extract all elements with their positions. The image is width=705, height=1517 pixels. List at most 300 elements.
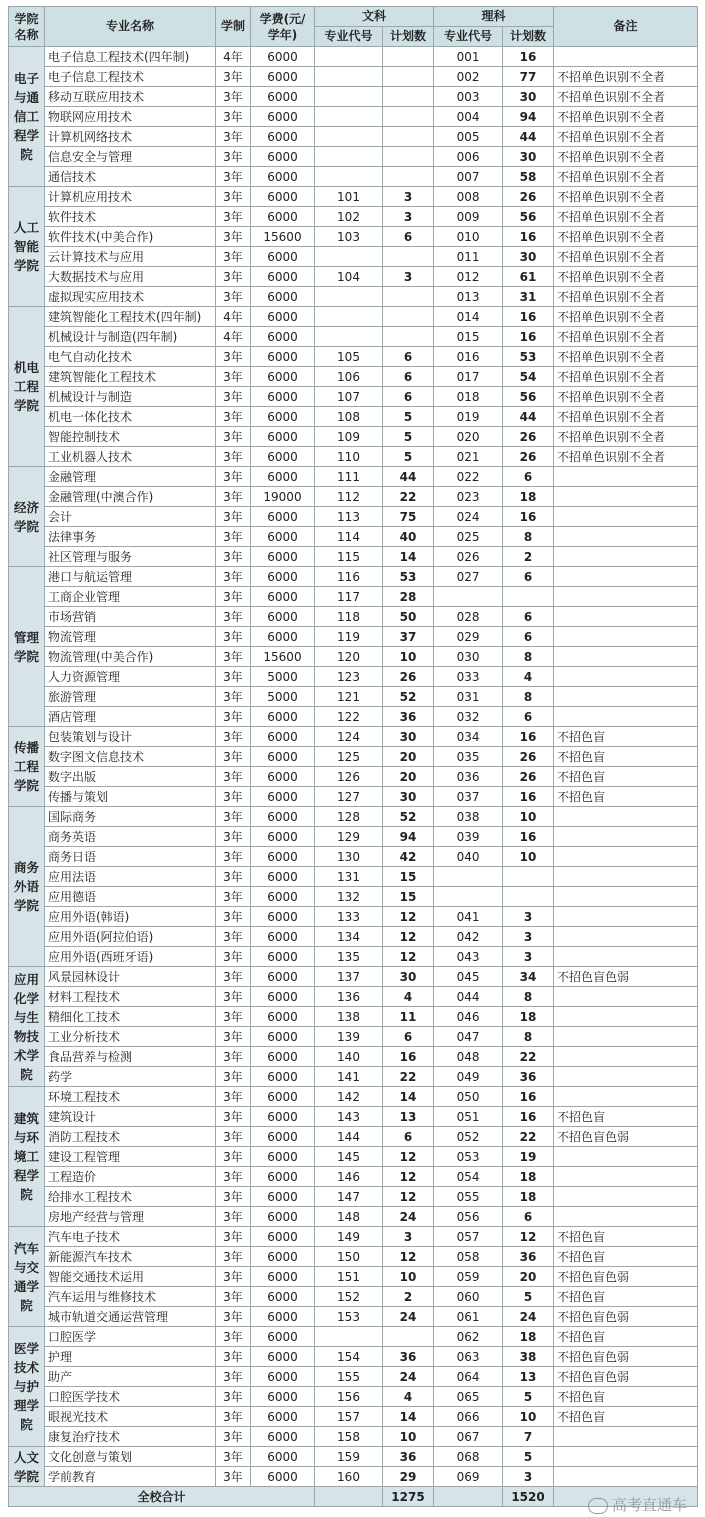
table-row	[9, 727, 698, 747]
major-cell: 护理	[45, 1347, 216, 1367]
table-row	[9, 1207, 698, 1227]
years-cell: 3年	[216, 67, 251, 87]
table-row	[9, 1107, 698, 1127]
science-code-cell: 037	[434, 787, 503, 807]
years-cell: 3年	[216, 907, 251, 927]
science-plan-cell: 34	[503, 967, 554, 987]
arts-plan-cell: 14	[383, 1087, 434, 1107]
arts-plan-cell: 94	[383, 827, 434, 847]
science-plan-cell: 16	[503, 227, 554, 247]
arts-code-cell	[315, 247, 383, 267]
science-code-cell: 002	[434, 67, 503, 87]
science-plan-cell: 16	[503, 327, 554, 347]
major-cell: 通信技术	[45, 167, 216, 187]
fee-cell: 6000	[251, 1047, 315, 1067]
table-row	[9, 587, 698, 607]
remarks-cell	[554, 467, 698, 487]
fee-cell: 6000	[251, 107, 315, 127]
science-plan-cell: 4	[503, 667, 554, 687]
science-code-cell: 013	[434, 287, 503, 307]
years-cell: 3年	[216, 987, 251, 1007]
arts-code-cell: 123	[315, 667, 383, 687]
science-plan-cell: 24	[503, 1307, 554, 1327]
fee-cell: 6000	[251, 367, 315, 387]
remarks-cell	[554, 647, 698, 667]
fee-cell: 6000	[251, 447, 315, 467]
science-code-cell: 008	[434, 187, 503, 207]
table-row	[9, 47, 698, 67]
remarks-cell: 不招色盲色弱	[554, 1347, 698, 1367]
science-plan-cell: 44	[503, 127, 554, 147]
arts-plan-cell: 26	[383, 667, 434, 687]
wechat-icon	[588, 1498, 608, 1514]
arts-code-cell: 121	[315, 687, 383, 707]
science-plan-cell: 18	[503, 1007, 554, 1027]
science-code-cell: 061	[434, 1307, 503, 1327]
arts-code-cell: 131	[315, 867, 383, 887]
science-plan-cell: 3	[503, 927, 554, 947]
major-cell: 软件技术(中美合作)	[45, 227, 216, 247]
arts-code-cell: 114	[315, 527, 383, 547]
arts-code-cell: 144	[315, 1127, 383, 1147]
college-name: 建筑与环境工程学院	[9, 1087, 45, 1227]
remarks-cell: 不招单色识别不全者	[554, 367, 698, 387]
major-cell: 市场营销	[45, 607, 216, 627]
arts-code-cell: 106	[315, 367, 383, 387]
table-row	[9, 667, 698, 687]
remarks-cell	[554, 927, 698, 947]
years-cell: 3年	[216, 807, 251, 827]
fee-cell: 6000	[251, 427, 315, 447]
years-cell: 3年	[216, 1167, 251, 1187]
fee-cell: 6000	[251, 1267, 315, 1287]
table-row	[9, 747, 698, 767]
major-cell: 汽车运用与维修技术	[45, 1287, 216, 1307]
science-code-cell: 055	[434, 1187, 503, 1207]
arts-plan-cell: 22	[383, 1067, 434, 1087]
table-row	[9, 467, 698, 487]
header-arts-plan: 计划数	[383, 27, 434, 47]
science-code-cell: 030	[434, 647, 503, 667]
major-cell: 建筑设计	[45, 1107, 216, 1127]
major-cell: 物流管理(中美合作)	[45, 647, 216, 667]
science-code-cell	[434, 887, 503, 907]
science-plan-cell: 58	[503, 167, 554, 187]
science-code-cell: 045	[434, 967, 503, 987]
arts-code-cell: 134	[315, 927, 383, 947]
science-code-cell: 054	[434, 1167, 503, 1187]
science-plan-cell: 6	[503, 707, 554, 727]
table-row	[9, 787, 698, 807]
years-cell: 3年	[216, 587, 251, 607]
years-cell: 3年	[216, 147, 251, 167]
fee-cell: 6000	[251, 1107, 315, 1127]
arts-code-cell: 150	[315, 1247, 383, 1267]
major-cell: 汽车电子技术	[45, 1227, 216, 1247]
science-plan-cell: 10	[503, 807, 554, 827]
fee-cell: 6000	[251, 1447, 315, 1467]
science-plan-cell: 12	[503, 1227, 554, 1247]
science-code-cell: 066	[434, 1407, 503, 1427]
arts-plan-cell: 36	[383, 1347, 434, 1367]
arts-plan-cell: 14	[383, 1407, 434, 1427]
science-plan-cell: 26	[503, 747, 554, 767]
years-cell: 3年	[216, 367, 251, 387]
remarks-cell: 不招色盲色弱	[554, 1127, 698, 1147]
fee-cell: 6000	[251, 467, 315, 487]
table-row	[9, 367, 698, 387]
arts-plan-cell: 52	[383, 687, 434, 707]
table-row	[9, 527, 698, 547]
arts-plan-cell: 36	[383, 707, 434, 727]
remarks-cell	[554, 607, 698, 627]
major-cell: 大数据技术与应用	[45, 267, 216, 287]
arts-code-cell: 135	[315, 947, 383, 967]
years-cell: 3年	[216, 1187, 251, 1207]
major-cell: 文化创意与策划	[45, 1447, 216, 1467]
major-cell: 电子信息工程技术	[45, 67, 216, 87]
arts-plan-cell: 12	[383, 907, 434, 927]
table-row	[9, 1087, 698, 1107]
science-plan-cell: 30	[503, 247, 554, 267]
major-cell: 商务英语	[45, 827, 216, 847]
science-code-cell: 050	[434, 1087, 503, 1107]
arts-plan-cell: 6	[383, 367, 434, 387]
science-plan-cell: 6	[503, 1207, 554, 1227]
science-plan-cell: 38	[503, 1347, 554, 1367]
arts-plan-cell	[383, 307, 434, 327]
arts-plan-cell: 6	[383, 387, 434, 407]
arts-code-cell: 159	[315, 1447, 383, 1467]
science-code-cell: 032	[434, 707, 503, 727]
science-code-cell: 059	[434, 1267, 503, 1287]
table-row	[9, 1027, 698, 1047]
arts-code-cell	[315, 107, 383, 127]
major-cell: 建筑智能化工程技术	[45, 367, 216, 387]
arts-plan-cell: 10	[383, 1267, 434, 1287]
science-code-cell: 043	[434, 947, 503, 967]
major-cell: 电子信息工程技术(四年制)	[45, 47, 216, 67]
science-plan-cell: 22	[503, 1127, 554, 1147]
watermark-text: 高考直通车	[611, 1496, 687, 1514]
arts-code-cell: 118	[315, 607, 383, 627]
table-row	[9, 67, 698, 87]
table-row	[9, 147, 698, 167]
years-cell: 3年	[216, 627, 251, 647]
remarks-cell: 不招色盲	[554, 1107, 698, 1127]
major-cell: 房地产经营与管理	[45, 1207, 216, 1227]
science-plan-cell: 8	[503, 647, 554, 667]
years-cell: 3年	[216, 647, 251, 667]
science-code-cell: 040	[434, 847, 503, 867]
college-name: 人文学院	[9, 1447, 45, 1487]
table-row	[9, 867, 698, 887]
science-code-cell: 042	[434, 927, 503, 947]
arts-code-cell: 127	[315, 787, 383, 807]
major-cell: 材料工程技术	[45, 987, 216, 1007]
college-name: 汽车与交通学院	[9, 1227, 45, 1327]
arts-code-cell: 149	[315, 1227, 383, 1247]
arts-code-cell: 122	[315, 707, 383, 727]
science-plan-cell: 18	[503, 1327, 554, 1347]
years-cell: 3年	[216, 507, 251, 527]
fee-cell: 6000	[251, 407, 315, 427]
major-cell: 云计算技术与应用	[45, 247, 216, 267]
remarks-cell: 不招色盲	[554, 787, 698, 807]
science-code-cell	[434, 587, 503, 607]
years-cell: 3年	[216, 347, 251, 367]
fee-cell: 15600	[251, 647, 315, 667]
arts-code-cell: 136	[315, 987, 383, 1007]
fee-cell: 6000	[251, 1427, 315, 1447]
header-major: 专业名称	[45, 7, 216, 47]
science-plan-cell: 53	[503, 347, 554, 367]
major-cell: 药学	[45, 1067, 216, 1087]
table-row	[9, 1187, 698, 1207]
arts-plan-cell	[383, 1327, 434, 1347]
fee-cell: 6000	[251, 187, 315, 207]
major-cell: 人力资源管理	[45, 667, 216, 687]
remarks-cell: 不招单色识别不全者	[554, 147, 698, 167]
arts-code-cell: 113	[315, 507, 383, 527]
science-plan-cell: 6	[503, 567, 554, 587]
science-plan-cell: 18	[503, 1167, 554, 1187]
major-cell: 工业机器人技术	[45, 447, 216, 467]
arts-code-cell: 133	[315, 907, 383, 927]
header-college: 学院名称	[9, 7, 45, 47]
arts-code-cell: 139	[315, 1027, 383, 1047]
years-cell: 3年	[216, 847, 251, 867]
remarks-cell: 不招色盲	[554, 1227, 698, 1247]
fee-cell: 6000	[251, 987, 315, 1007]
remarks-cell: 不招单色识别不全者	[554, 387, 698, 407]
remarks-cell	[554, 1427, 698, 1447]
fee-cell: 6000	[251, 1187, 315, 1207]
years-cell: 3年	[216, 1027, 251, 1047]
fee-cell: 6000	[251, 1227, 315, 1247]
table-row	[9, 307, 698, 327]
years-cell: 3年	[216, 1227, 251, 1247]
table-row	[9, 1407, 698, 1427]
total-arts-code	[315, 1487, 383, 1507]
major-cell: 商务日语	[45, 847, 216, 867]
arts-plan-cell	[383, 247, 434, 267]
arts-plan-cell	[383, 287, 434, 307]
arts-code-cell: 141	[315, 1067, 383, 1087]
arts-plan-cell: 15	[383, 887, 434, 907]
science-code-cell: 035	[434, 747, 503, 767]
fee-cell: 6000	[251, 907, 315, 927]
arts-code-cell: 101	[315, 187, 383, 207]
science-plan-cell: 8	[503, 987, 554, 1007]
major-cell: 数字图文信息技术	[45, 747, 216, 767]
science-plan-cell: 54	[503, 367, 554, 387]
years-cell: 3年	[216, 407, 251, 427]
header-science-plan: 计划数	[503, 27, 554, 47]
science-code-cell: 039	[434, 827, 503, 847]
science-plan-cell: 16	[503, 1107, 554, 1127]
major-cell: 机械设计与制造	[45, 387, 216, 407]
fee-cell: 6000	[251, 1387, 315, 1407]
remarks-cell	[554, 547, 698, 567]
arts-plan-cell: 5	[383, 427, 434, 447]
remarks-cell: 不招色盲	[554, 1247, 698, 1267]
remarks-cell	[554, 507, 698, 527]
years-cell: 3年	[216, 1407, 251, 1427]
major-cell: 应用法语	[45, 867, 216, 887]
science-code-cell: 069	[434, 1467, 503, 1487]
major-cell: 环境工程技术	[45, 1087, 216, 1107]
years-cell: 3年	[216, 207, 251, 227]
table-row	[9, 447, 698, 467]
science-plan-cell: 10	[503, 847, 554, 867]
table-row	[9, 987, 698, 1007]
science-code-cell: 028	[434, 607, 503, 627]
arts-plan-cell: 3	[383, 267, 434, 287]
table-row	[9, 127, 698, 147]
header-science-code: 专业代号	[434, 27, 503, 47]
science-plan-cell: 18	[503, 487, 554, 507]
years-cell: 3年	[216, 1107, 251, 1127]
fee-cell: 6000	[251, 347, 315, 367]
fee-cell: 6000	[251, 1207, 315, 1227]
major-cell: 虚拟现实应用技术	[45, 287, 216, 307]
college-name: 人工智能学院	[9, 187, 45, 307]
science-plan-cell: 6	[503, 607, 554, 627]
arts-code-cell: 152	[315, 1287, 383, 1307]
years-cell: 4年	[216, 307, 251, 327]
major-cell: 金融管理	[45, 467, 216, 487]
table-row	[9, 547, 698, 567]
science-plan-cell: 5	[503, 1387, 554, 1407]
science-code-cell: 044	[434, 987, 503, 1007]
major-cell: 机电一体化技术	[45, 407, 216, 427]
major-cell: 信息安全与管理	[45, 147, 216, 167]
science-plan-cell: 13	[503, 1367, 554, 1387]
science-code-cell: 034	[434, 727, 503, 747]
science-code-cell: 036	[434, 767, 503, 787]
fee-cell: 6000	[251, 587, 315, 607]
years-cell: 3年	[216, 427, 251, 447]
major-cell: 建筑智能化工程技术(四年制)	[45, 307, 216, 327]
arts-plan-cell: 52	[383, 807, 434, 827]
arts-plan-cell	[383, 127, 434, 147]
arts-plan-cell: 28	[383, 587, 434, 607]
arts-plan-cell: 22	[383, 487, 434, 507]
science-code-cell: 014	[434, 307, 503, 327]
arts-code-cell: 137	[315, 967, 383, 987]
header-arts-code: 专业代号	[315, 27, 383, 47]
science-plan-cell: 7	[503, 1427, 554, 1447]
table-row	[9, 567, 698, 587]
arts-plan-cell: 40	[383, 527, 434, 547]
remarks-cell	[554, 707, 698, 727]
fee-cell: 6000	[251, 807, 315, 827]
fee-cell: 6000	[251, 727, 315, 747]
arts-plan-cell: 36	[383, 1447, 434, 1467]
major-cell: 新能源汽车技术	[45, 1247, 216, 1267]
arts-plan-cell: 20	[383, 747, 434, 767]
arts-plan-cell	[383, 87, 434, 107]
total-science-code	[434, 1487, 503, 1507]
fee-cell: 6000	[251, 147, 315, 167]
remarks-cell	[554, 827, 698, 847]
watermark	[588, 1494, 687, 1515]
arts-code-cell: 148	[315, 1207, 383, 1227]
major-cell: 康复治疗技术	[45, 1427, 216, 1447]
fee-cell: 6000	[251, 387, 315, 407]
table-row	[9, 1447, 698, 1467]
science-code-cell: 012	[434, 267, 503, 287]
science-code-cell: 001	[434, 47, 503, 67]
arts-plan-cell: 75	[383, 507, 434, 527]
table-row	[9, 907, 698, 927]
science-plan-cell: 3	[503, 907, 554, 927]
remarks-cell	[554, 907, 698, 927]
arts-code-cell: 117	[315, 587, 383, 607]
arts-plan-cell: 10	[383, 647, 434, 667]
remarks-cell	[554, 587, 698, 607]
remarks-cell	[554, 1147, 698, 1167]
arts-code-cell	[315, 307, 383, 327]
science-plan-cell: 26	[503, 187, 554, 207]
years-cell: 3年	[216, 747, 251, 767]
science-code-cell: 041	[434, 907, 503, 927]
table-row	[9, 1347, 698, 1367]
years-cell: 3年	[216, 1307, 251, 1327]
arts-code-cell	[315, 1327, 383, 1347]
arts-code-cell: 140	[315, 1047, 383, 1067]
years-cell: 3年	[216, 1387, 251, 1407]
science-code-cell: 060	[434, 1287, 503, 1307]
table-row	[9, 1387, 698, 1407]
science-code-cell: 016	[434, 347, 503, 367]
arts-plan-cell: 12	[383, 1147, 434, 1167]
arts-plan-cell: 11	[383, 1007, 434, 1027]
science-plan-cell: 22	[503, 1047, 554, 1067]
college-name: 管理学院	[9, 567, 45, 727]
table-row	[9, 1327, 698, 1347]
table-row	[9, 407, 698, 427]
arts-code-cell: 156	[315, 1387, 383, 1407]
science-plan-cell: 56	[503, 387, 554, 407]
major-cell: 软件技术	[45, 207, 216, 227]
arts-plan-cell: 24	[383, 1307, 434, 1327]
table-row	[9, 107, 698, 127]
major-cell: 口腔医学技术	[45, 1387, 216, 1407]
science-plan-cell: 26	[503, 447, 554, 467]
science-code-cell: 011	[434, 247, 503, 267]
science-code-cell: 048	[434, 1047, 503, 1067]
table-row	[9, 1367, 698, 1387]
header-arts: 文科	[315, 7, 434, 27]
fee-cell: 6000	[251, 887, 315, 907]
arts-plan-cell	[383, 67, 434, 87]
years-cell: 3年	[216, 547, 251, 567]
years-cell: 3年	[216, 867, 251, 887]
fee-cell: 6000	[251, 167, 315, 187]
table-row	[9, 927, 698, 947]
science-code-cell: 056	[434, 1207, 503, 1227]
arts-plan-cell	[383, 327, 434, 347]
years-cell: 3年	[216, 1047, 251, 1067]
fee-cell: 6000	[251, 747, 315, 767]
fee-cell: 6000	[251, 547, 315, 567]
arts-code-cell: 145	[315, 1147, 383, 1167]
table-row	[9, 247, 698, 267]
table-row	[9, 847, 698, 867]
arts-plan-cell: 14	[383, 547, 434, 567]
